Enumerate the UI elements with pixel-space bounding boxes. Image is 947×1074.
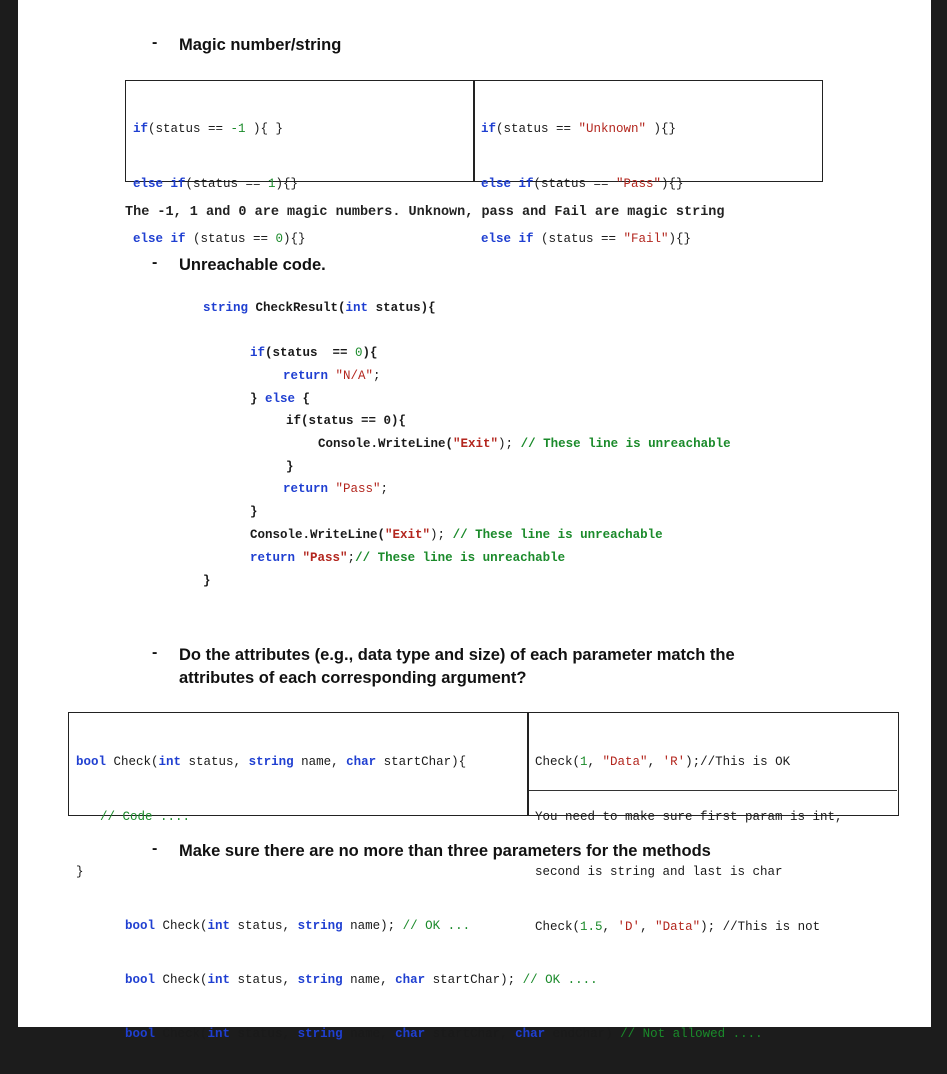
unreachable-code-signature: string CheckResult(int status){	[203, 301, 436, 315]
heading-line: attributes of each corresponding argument?	[179, 669, 527, 687]
section-heading-attributes	[179, 644, 735, 690]
code-line: if(status == 0){	[250, 346, 378, 360]
code-line: else if(status == 1){}	[133, 177, 299, 191]
section-heading-parameters: Make sure there are no more than three parameters for the methods	[179, 842, 711, 860]
method-definition-code	[76, 722, 466, 912]
code-line: second is string and last is char	[535, 865, 783, 879]
code-line: Check(1.5, 'D', "Data"); //This is not	[535, 920, 821, 934]
magic-number-code	[133, 89, 306, 279]
code-line: return "Pass";	[283, 482, 389, 496]
code-line: }	[203, 574, 211, 588]
code-line: else if (status == 0){}	[133, 232, 306, 246]
cell-divider	[529, 790, 897, 791]
code-line: Console.WriteLine("Exit"); // These line is unreachable	[318, 437, 731, 451]
code-line: else if(status == "Pass"){}	[481, 177, 684, 191]
bullet: -	[152, 644, 158, 661]
code-line: else if (status == "Fail"){}	[481, 232, 692, 246]
magic-explanation: The -1, 1 and 0 are magic numbers. Unknown, pass and Fail are magic string	[125, 205, 725, 220]
parameter-examples	[125, 886, 763, 1074]
code-line: if(status == 0){	[286, 414, 407, 428]
code-line: if(status == "Unknown" ){}	[481, 122, 677, 136]
heading-line: Do the attributes (e.g., data type and size) of each parameter match the	[179, 646, 735, 664]
code-line: // Code ....	[100, 810, 191, 824]
document-page	[18, 0, 931, 1041]
code-line: You need to make sure first param is int,	[535, 810, 843, 824]
table-divider	[527, 712, 529, 816]
code-line: Console.WriteLine("Exit"); // These line is unreachable	[250, 528, 663, 542]
section-heading-unreachable: Unreachable code.	[179, 256, 326, 274]
bullet: -	[152, 254, 158, 271]
code-line: bool Check(int status, string name, char startChar){	[76, 755, 467, 769]
table-divider	[473, 80, 475, 182]
magic-string-code	[481, 89, 691, 279]
code-line: Check(1, "Data", 'R');//This is OK	[535, 755, 791, 769]
code-line: return "Pass";// These line is unreachable	[250, 551, 566, 565]
bullet: -	[152, 840, 158, 857]
code-line: } else {	[250, 392, 311, 406]
code-line: }	[250, 505, 258, 519]
section-heading-magic-number: Magic number/string	[179, 36, 342, 54]
code-line: return "N/A";	[283, 369, 381, 383]
code-line: if(status == -1 ){ }	[133, 122, 284, 136]
bullet: -	[152, 34, 158, 51]
code-line: }	[76, 865, 84, 879]
code-line: bool Check(int status, string name, char startChar); // OK ....	[125, 973, 598, 987]
code-line: }	[286, 460, 294, 474]
code-line: bool Check(int status, string name, char startChar, char endChar) // Not allowed ....	[125, 1027, 763, 1041]
code-line: bool Check(int status, string name); // OK ...	[125, 919, 471, 933]
